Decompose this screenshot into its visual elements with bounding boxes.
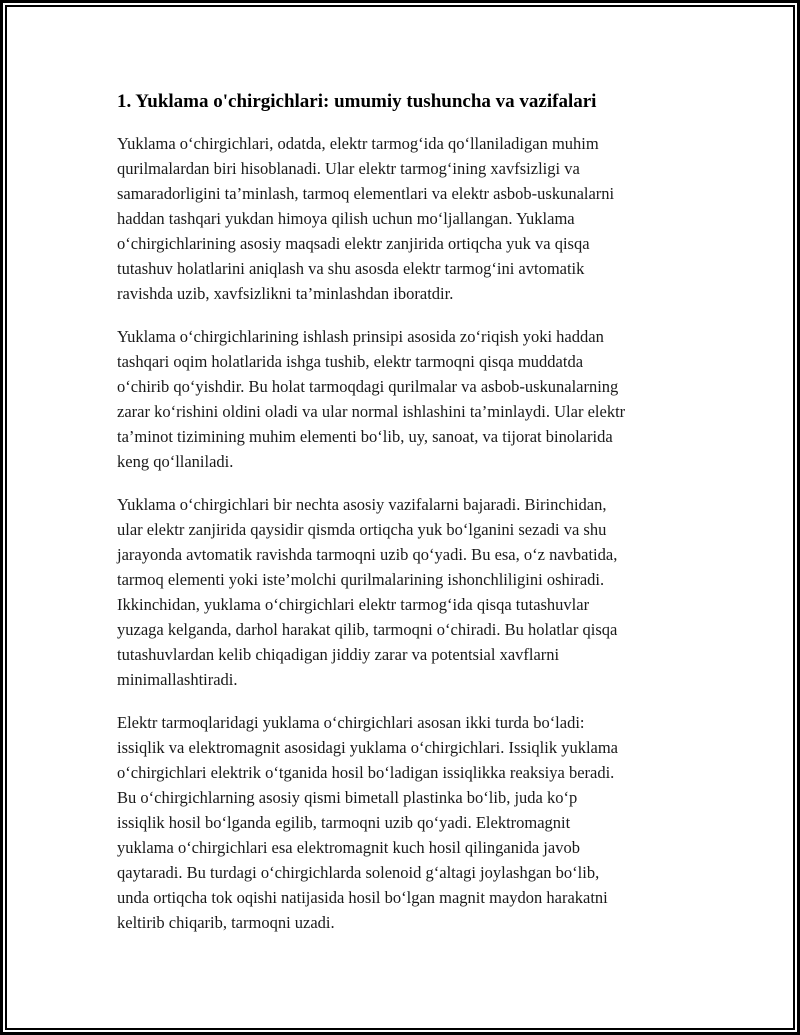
text-line: tarmoq elementi yoki iste’molchi qurilmalarining ishonchliligini oshiradi. [117,570,605,589]
text-line: keltirib chiqarib, tarmoqni uzadi. [117,913,335,932]
text-line: jarayonda avtomatik ravishda tarmoqni uzib qo‘yadi. Bu esa, o‘z navbatida, [117,545,618,564]
text-line: tutashuv holatlarini aniqlash va shu asosda elektr tarmog‘ini avtomatik [117,259,585,278]
text-line: Yuklama o‘chirgichlari bir nechta asosiy vazifalarni bajaradi. Birinchidan, [117,495,607,514]
text-line: Yuklama o‘chirgichlarining ishlash prinsipi asosida zo‘riqish yoki haddan [117,327,604,346]
text-line: yuzaga kelganda, darhol harakat qilib, tarmoqni o‘chiradi. Bu holatlar qisqa [117,620,618,639]
text-line: Yuklama o‘chirgichlari, odatda, elektr tarmog‘ida qo‘llaniladigan muhim [117,134,599,153]
text-line: ular elektr zanjirida qaysidir qismda ortiqcha yuk bo‘lganini sezadi va shu [117,520,607,539]
text-line: minimallashtiradi. [117,670,238,689]
text-line: tutashuvlardan kelib chiqadigan jiddiy zarar va potentsial xavflarni [117,645,560,664]
text-line: issiqlik va elektromagnit asosidagi yuklama o‘chirgichlari. Issiqlik yuklama [117,738,619,757]
text-line: yuklama o‘chirgichlari esa elektromagnit kuch hosil qilinganida javob [117,838,580,857]
text-line: Ikkinchidan, yuklama o‘chirgichlari elektr tarmog‘ida qisqa tutashuvlar [117,595,590,614]
text-line: unda ortiqcha tok oqishi natijasida hosil bo‘lgan magnit maydon harakatni [117,888,608,907]
paragraph [117,324,689,474]
text-line: ta’minot tizimining muhim elementi bo‘lib, uy, sanoat, va tijorat binolarida [117,427,613,446]
paragraph [117,710,689,935]
text-line: o‘chirgichlarining asosiy maqsadi elektr zanjirida ortiqcha yuk va qisqa [117,234,590,253]
text-line: zarar ko‘rishini oldini oladi va ular normal ishlashini ta’minlaydi. Ular elektr [117,402,626,421]
document-title: 1. Yuklama o'chirgichlari: umumiy tushuncha va vazifalari [117,91,597,112]
text-line: Bu o‘chirgichlarning asosiy qismi bimetall plastinka bo‘lib, juda ko‘p [117,788,578,807]
text-line: qaytaradi. Bu turdagi o‘chirgichlarda solenoid g‘altagi joylashgan bo‘lib, [117,863,600,882]
paragraph [117,492,689,692]
text-line: samaradorligini ta’minlash, tarmoq elementlari va elektr asbob-uskunalarni [117,184,615,203]
text-line: keng qo‘llaniladi. [117,452,234,471]
text-line: o‘chirgichlari elektrik o‘tganida hosil bo‘ladigan issiqlikka reaksiya beradi. [117,763,615,782]
text-line: haddan tashqari yukdan himoya qilish uchun mo‘ljallangan. Yuklama [117,209,575,228]
text-line: o‘chirib qo‘yishdir. Bu holat tarmoqdagi qurilmalar va asbob-uskunalarning [117,377,619,396]
document-content [117,90,689,953]
text-line: Elektr tarmoqlaridagi yuklama o‘chirgichlari asosan ikki turda bo‘ladi: [117,713,585,732]
text-line: issiqlik hosil bo‘lganda egilib, tarmoqni uzib qo‘yadi. Elektromagnit [117,813,571,832]
paragraph [117,131,689,306]
text-line: ravishda uzib, xavfsizlikni ta’minlashdan iboratdir. [117,284,454,303]
document-body [117,131,689,935]
text-line: qurilmalardan biri hisoblanadi. Ular elektr tarmog‘ining xavfsizligi va [117,159,580,178]
text-line: tashqari oqim holatlarida ishga tushib, elektr tarmoqni qisqa muddatda [117,352,584,371]
